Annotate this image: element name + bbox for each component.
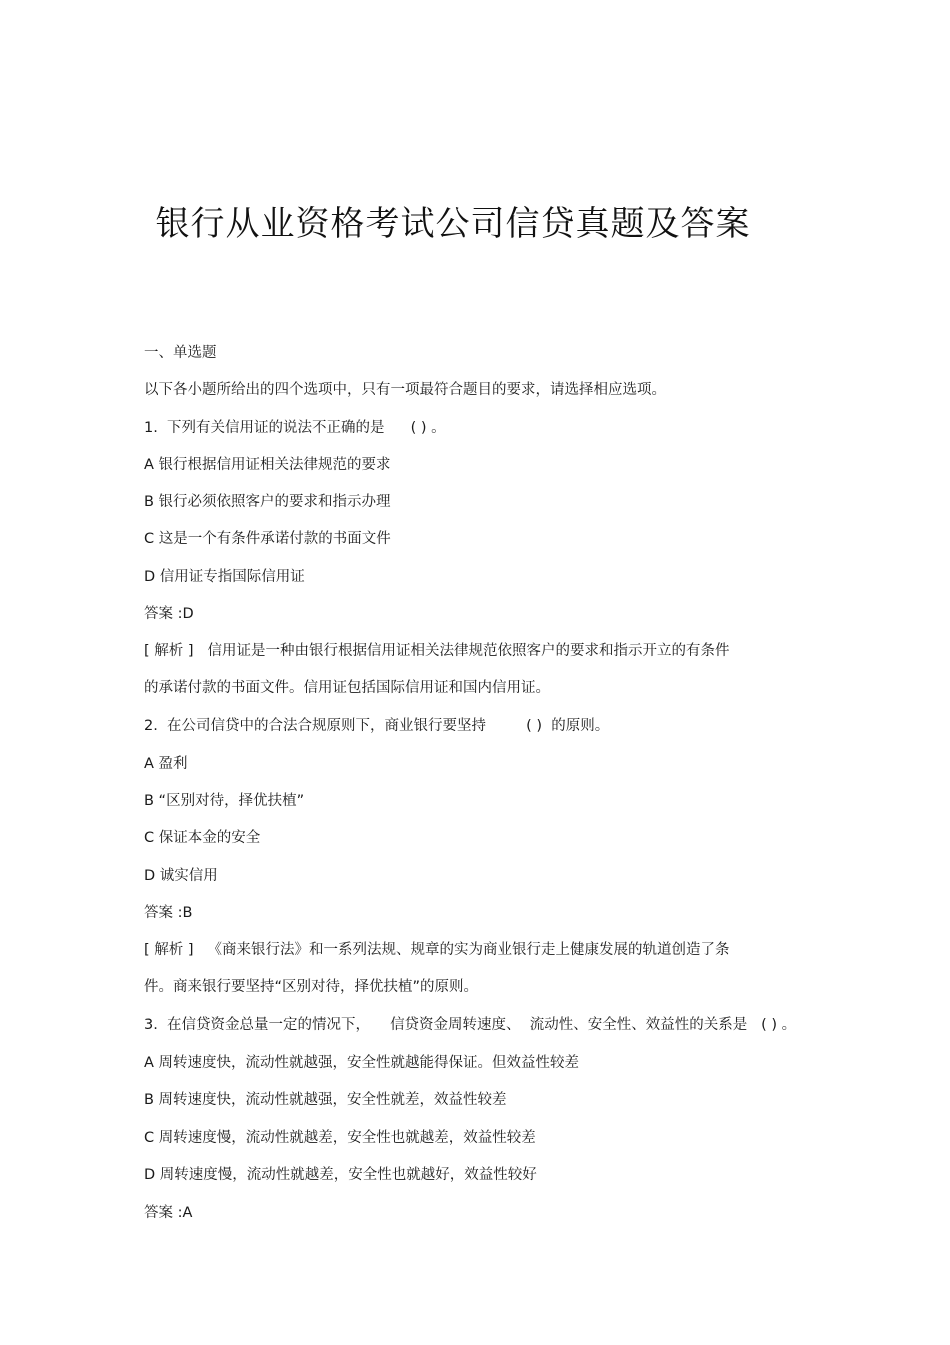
question-2-option-d: D 诚实信用 (144, 868, 218, 884)
question-2-option-a: A 盈利 (144, 756, 188, 772)
section-instruction: 以下各小题所给出的四个选项中，只有一项最符合题目的要求，请选择相应选项。 (144, 382, 666, 398)
question-2-analysis-label: [ 解析 ] (144, 942, 194, 958)
question-3-stem (144, 1015, 796, 1035)
question-1-analysis-label: [ 解析 ] (144, 643, 194, 659)
question-3-option-d: D 周转速度慢，流动性就越差，安全性也就越好，效益性较好 (144, 1167, 537, 1183)
question-1-analysis-cont: 的承诺付款的书面文件。信用证包括国际信用证和国内信用证。 (144, 680, 550, 696)
question-2-analysis-text: 《商来银行法》和一系列法规、规章的实为商业银行走上健康发展的轨道创造了条 (207, 942, 730, 958)
question-2-answer: 答案 :B (144, 905, 193, 921)
question-3-option-c: C 周转速度慢，流动性就越差，安全性也就越差，效益性较差 (144, 1130, 536, 1146)
question-1-stem-text: 1. 下列有关信用证的说法不正确的是 (144, 420, 385, 436)
question-1-option-a: A 银行根据信用证相关法律规范的要求 (144, 457, 391, 473)
question-2-stem-text: 2. 在公司信贷中的合法合规原则下，商业银行要坚持 (144, 718, 487, 734)
question-1-option-d: D 信用证专指国际信用证 (144, 569, 305, 585)
question-1-option-c: C 这是一个有条件承诺付款的书面文件 (144, 531, 391, 547)
section-heading: 一、单选题 (144, 345, 217, 361)
question-2-option-b: B “区别对待，择优扶植” (144, 793, 305, 809)
question-2-analysis-cont: 件。商来银行要坚持“区别对待，择优扶植”的原则。 (144, 979, 479, 995)
question-1-answer: 答案 :D (144, 606, 194, 622)
question-2-analysis (144, 940, 730, 960)
question-1-stem-blank: ( ) 。 (410, 420, 446, 436)
question-2-option-c: C 保证本金的安全 (144, 830, 261, 846)
document-title: 银行从业资格考试公司信贷真题及答案 (155, 204, 751, 244)
question-1-analysis (144, 641, 730, 661)
question-1-stem (144, 418, 446, 438)
question-2-stem (144, 716, 609, 736)
question-3-option-a: A 周转速度快，流动性就越强，安全性就越能得保证。但效益性较差 (144, 1055, 580, 1071)
question-3-stem-rest: 信贷资金周转速度、 流动性、安全性、效益性的关系是 ( ) 。 (390, 1017, 797, 1033)
question-3-option-b: B 周转速度快，流动性就越强，安全性就差，效益性较差 (144, 1092, 507, 1108)
question-3-stem-text: 3. 在信贷资金总量一定的情况下， (144, 1017, 371, 1033)
question-1-option-b: B 银行必须依照客户的要求和指示办理 (144, 494, 391, 510)
question-1-analysis-text: 信用证是一种由银行根据信用证相关法律规范依照客户的要求和指示开立的有条件 (207, 643, 730, 659)
question-2-stem-blank: ( ) 的原则。 (526, 718, 610, 734)
question-3-answer: 答案 :A (144, 1205, 193, 1221)
